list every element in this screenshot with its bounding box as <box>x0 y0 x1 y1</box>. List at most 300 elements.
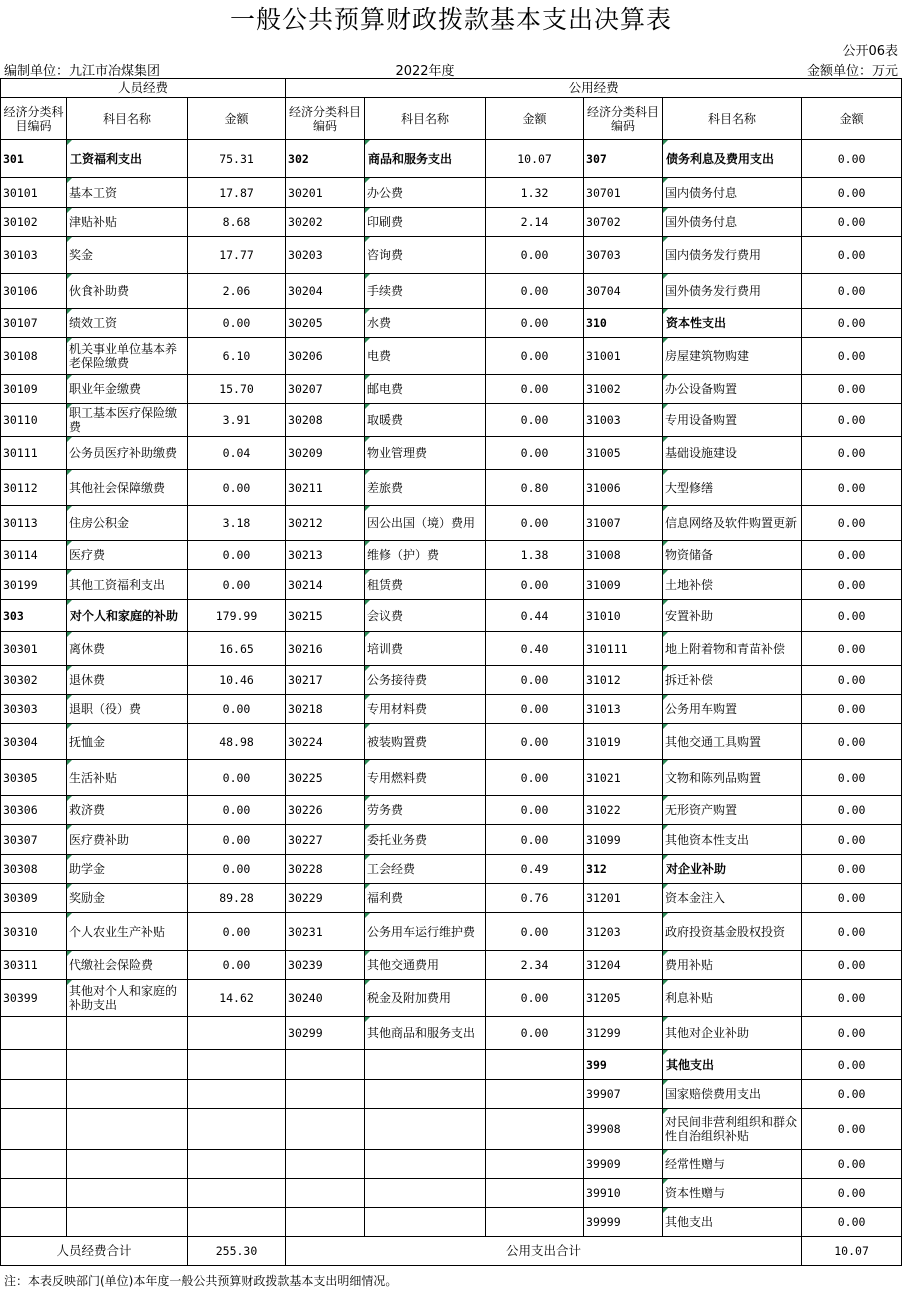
code-cell: 31299 <box>584 1017 663 1050</box>
header-amount: 金额 <box>802 98 902 140</box>
code-cell: 31007 <box>584 506 663 541</box>
name-cell: 工资福利支出 <box>67 140 188 178</box>
code-cell: 30228 <box>286 855 365 884</box>
name-cell: 其他支出 <box>663 1050 802 1080</box>
table-row <box>1 1017 902 1050</box>
code-cell: 30213 <box>286 541 365 570</box>
name-cell: 其他商品和服务支出 <box>365 1017 486 1050</box>
table-row <box>1 140 902 178</box>
public-total-value: 10.07 <box>802 1237 902 1266</box>
name-cell: 福利费 <box>365 884 486 913</box>
code-cell: 30399 <box>1 980 67 1017</box>
code-cell: 31002 <box>584 375 663 404</box>
table-row <box>1 375 902 404</box>
table-row <box>1 178 902 208</box>
amount-cell: 0.00 <box>486 506 584 541</box>
name-cell <box>365 1080 486 1109</box>
code-cell <box>286 1150 365 1179</box>
code-cell <box>286 1208 365 1237</box>
name-cell: 经常性赠与 <box>663 1150 802 1179</box>
name-cell: 电费 <box>365 338 486 375</box>
code-cell: 30113 <box>1 506 67 541</box>
amount-cell: 0.00 <box>802 884 902 913</box>
table-row <box>1 980 902 1017</box>
code-cell: 31006 <box>584 470 663 506</box>
name-cell: 水费 <box>365 309 486 338</box>
table-row <box>1 1050 902 1080</box>
name-cell: 国外债务付息 <box>663 208 802 237</box>
name-cell: 咨询费 <box>365 237 486 274</box>
code-cell: 30109 <box>1 375 67 404</box>
amount-cell <box>188 1017 286 1050</box>
table-row <box>1 695 902 724</box>
name-cell: 物业管理费 <box>365 437 486 470</box>
amount-cell: 0.00 <box>486 274 584 309</box>
code-cell: 30110 <box>1 404 67 437</box>
amount-cell: 0.00 <box>188 309 286 338</box>
expenditure-table <box>0 78 902 1266</box>
amount-cell: 0.00 <box>486 980 584 1017</box>
name-cell <box>67 1109 188 1150</box>
amount-cell: 2.06 <box>188 274 286 309</box>
name-cell: 培训费 <box>365 632 486 666</box>
code-cell <box>286 1179 365 1208</box>
code-cell: 39909 <box>584 1150 663 1179</box>
code-cell: 30217 <box>286 666 365 695</box>
amount-cell: 1.32 <box>486 178 584 208</box>
page-title: 一般公共预算财政拨款基本支出决算表 <box>229 5 672 34</box>
amount-cell: 0.00 <box>802 1179 902 1208</box>
header-amount: 金额 <box>486 98 584 140</box>
table-row <box>1 541 902 570</box>
name-cell: 资本性赠与 <box>663 1179 802 1208</box>
code-cell: 312 <box>584 855 663 884</box>
amount-cell: 0.00 <box>486 338 584 375</box>
code-cell: 31022 <box>584 796 663 825</box>
code-cell: 30203 <box>286 237 365 274</box>
table-row <box>1 1150 902 1179</box>
name-cell: 其他社会保障缴费 <box>67 470 188 506</box>
header-code: 经济分类科目编码 <box>286 98 365 140</box>
name-cell: 劳务费 <box>365 796 486 825</box>
name-cell: 印刷费 <box>365 208 486 237</box>
amount-cell <box>188 1080 286 1109</box>
code-cell: 31204 <box>584 951 663 980</box>
name-cell: 其他工资福利支出 <box>67 570 188 600</box>
code-cell: 30205 <box>286 309 365 338</box>
amount-cell: 0.00 <box>188 541 286 570</box>
code-cell: 301 <box>1 140 67 178</box>
amount-cell: 8.68 <box>188 208 286 237</box>
table-row <box>1 600 902 632</box>
code-cell: 30704 <box>584 274 663 309</box>
table-row <box>1 951 902 980</box>
amount-cell: 0.00 <box>802 404 902 437</box>
name-cell: 住房公积金 <box>67 506 188 541</box>
code-cell: 30701 <box>584 178 663 208</box>
code-cell: 30111 <box>1 437 67 470</box>
name-cell: 公务接待费 <box>365 666 486 695</box>
amount-cell: 0.00 <box>802 541 902 570</box>
amount-cell <box>486 1109 584 1150</box>
amount-cell: 0.00 <box>188 951 286 980</box>
name-cell: 对个人和家庭的补助 <box>67 600 188 632</box>
name-cell: 对民间非营利组织和群众性自治组织补贴 <box>663 1109 802 1150</box>
code-cell <box>286 1109 365 1150</box>
code-cell <box>1 1050 67 1080</box>
amount-cell: 0.00 <box>486 666 584 695</box>
amount-cell: 0.00 <box>802 309 902 338</box>
amount-cell <box>486 1150 584 1179</box>
code-cell: 39999 <box>584 1208 663 1237</box>
amount-cell: 0.44 <box>486 600 584 632</box>
amount-cell: 6.10 <box>188 338 286 375</box>
name-cell: 债务利息及费用支出 <box>663 140 802 178</box>
table-row <box>1 666 902 695</box>
name-cell: 大型修缮 <box>663 470 802 506</box>
amount-cell: 0.00 <box>802 338 902 375</box>
code-cell <box>1 1150 67 1179</box>
code-cell: 30226 <box>286 796 365 825</box>
name-cell: 机关事业单位基本养老保险缴费 <box>67 338 188 375</box>
code-cell: 30308 <box>1 855 67 884</box>
name-cell: 差旅费 <box>365 470 486 506</box>
code-cell: 30206 <box>286 338 365 375</box>
amount-unit: 金额单位：万元 <box>806 64 898 79</box>
amount-cell: 0.00 <box>802 437 902 470</box>
amount-cell: 0.00 <box>802 951 902 980</box>
code-cell: 30215 <box>286 600 365 632</box>
amount-cell: 0.00 <box>802 1109 902 1150</box>
name-cell: 税金及附加费用 <box>365 980 486 1017</box>
name-cell: 专用燃料费 <box>365 760 486 796</box>
amount-cell: 0.00 <box>802 140 902 178</box>
name-cell: 工会经费 <box>365 855 486 884</box>
code-cell <box>1 1179 67 1208</box>
amount-cell: 0.00 <box>486 825 584 855</box>
code-cell <box>1 1080 67 1109</box>
code-cell: 30307 <box>1 825 67 855</box>
code-cell: 31003 <box>584 404 663 437</box>
amount-cell: 0.00 <box>802 1050 902 1080</box>
code-cell: 31013 <box>584 695 663 724</box>
name-cell: 专用设备购置 <box>663 404 802 437</box>
code-cell: 30212 <box>286 506 365 541</box>
name-cell: 手续费 <box>365 274 486 309</box>
name-cell: 其他支出 <box>663 1208 802 1237</box>
table-row <box>1 570 902 600</box>
table-number-row <box>0 38 902 58</box>
totals-row <box>1 1237 902 1266</box>
name-cell: 其他资本性支出 <box>663 825 802 855</box>
name-cell: 退休费 <box>67 666 188 695</box>
name-cell <box>67 1017 188 1050</box>
amount-cell: 0.00 <box>802 274 902 309</box>
table-row <box>1 506 902 541</box>
amount-cell: 0.00 <box>486 309 584 338</box>
unit-row <box>0 58 902 78</box>
code-cell: 30299 <box>286 1017 365 1050</box>
code-cell: 30107 <box>1 309 67 338</box>
name-cell <box>67 1208 188 1237</box>
amount-cell: 0.00 <box>802 1150 902 1179</box>
amount-cell: 0.00 <box>486 375 584 404</box>
amount-cell: 0.00 <box>802 695 902 724</box>
personnel-total-value: 255.30 <box>188 1237 286 1266</box>
table-row <box>1 309 902 338</box>
amount-cell <box>188 1050 286 1080</box>
name-cell: 其他交通费用 <box>365 951 486 980</box>
amount-cell: 0.00 <box>802 666 902 695</box>
header-amount: 金额 <box>188 98 286 140</box>
amount-cell: 0.80 <box>486 470 584 506</box>
amount-cell: 89.28 <box>188 884 286 913</box>
code-cell: 31203 <box>584 913 663 951</box>
name-cell <box>365 1109 486 1150</box>
name-cell: 伙食补助费 <box>67 274 188 309</box>
name-cell: 办公费 <box>365 178 486 208</box>
amount-cell: 0.00 <box>802 470 902 506</box>
name-cell: 租赁费 <box>365 570 486 600</box>
code-cell: 31205 <box>584 980 663 1017</box>
code-cell: 30225 <box>286 760 365 796</box>
name-cell <box>67 1050 188 1080</box>
code-cell: 31021 <box>584 760 663 796</box>
code-cell: 303 <box>1 600 67 632</box>
name-cell: 邮电费 <box>365 375 486 404</box>
name-cell <box>67 1150 188 1179</box>
amount-cell: 0.00 <box>486 437 584 470</box>
code-cell: 30227 <box>286 825 365 855</box>
name-cell: 政府投资基金股权投资 <box>663 913 802 951</box>
name-cell: 办公设备购置 <box>663 375 802 404</box>
amount-cell: 0.49 <box>486 855 584 884</box>
name-cell: 基本工资 <box>67 178 188 208</box>
amount-cell: 0.00 <box>802 855 902 884</box>
name-cell: 公务用车购置 <box>663 695 802 724</box>
amount-cell <box>486 1080 584 1109</box>
table-row <box>1 913 902 951</box>
name-cell <box>365 1150 486 1179</box>
header-code: 经济分类科目编码 <box>584 98 663 140</box>
amount-cell: 0.00 <box>802 208 902 237</box>
name-cell: 医疗费 <box>67 541 188 570</box>
code-cell: 30703 <box>584 237 663 274</box>
code-cell <box>286 1080 365 1109</box>
name-cell: 救济费 <box>67 796 188 825</box>
amount-cell: 17.87 <box>188 178 286 208</box>
code-cell: 30211 <box>286 470 365 506</box>
name-cell: 维修（护）费 <box>365 541 486 570</box>
name-cell: 津贴补贴 <box>67 208 188 237</box>
name-cell: 资本性支出 <box>663 309 802 338</box>
table-body <box>1 79 902 1266</box>
code-cell: 30202 <box>286 208 365 237</box>
table-row <box>1 437 902 470</box>
code-cell: 30103 <box>1 237 67 274</box>
name-cell: 文物和陈列品购置 <box>663 760 802 796</box>
code-cell: 30204 <box>286 274 365 309</box>
name-cell: 生活补贴 <box>67 760 188 796</box>
code-cell: 30310 <box>1 913 67 951</box>
name-cell: 国外债务发行费用 <box>663 274 802 309</box>
name-cell: 基础设施建设 <box>663 437 802 470</box>
code-cell: 30239 <box>286 951 365 980</box>
table-number: 公开06表 <box>842 44 898 59</box>
name-cell: 国内债务付息 <box>663 178 802 208</box>
name-cell: 信息网络及软件购置更新 <box>663 506 802 541</box>
amount-cell: 0.00 <box>486 1017 584 1050</box>
amount-cell: 0.00 <box>802 980 902 1017</box>
amount-cell: 0.00 <box>486 570 584 600</box>
amount-cell <box>486 1208 584 1237</box>
personnel-total-label: 人员经费合计 <box>1 1237 188 1266</box>
name-cell: 退职（役）费 <box>67 695 188 724</box>
table-row <box>1 825 902 855</box>
name-cell: 无形资产购置 <box>663 796 802 825</box>
code-cell: 30309 <box>1 884 67 913</box>
table-row <box>1 274 902 309</box>
amount-cell: 0.00 <box>802 724 902 760</box>
table-row <box>1 237 902 274</box>
code-cell: 30112 <box>1 470 67 506</box>
code-cell: 31201 <box>584 884 663 913</box>
name-cell: 其他交通工具购置 <box>663 724 802 760</box>
name-cell: 其他对个人和家庭的补助支出 <box>67 980 188 1017</box>
code-cell: 30207 <box>286 375 365 404</box>
header-code: 经济分类科目编码 <box>1 98 67 140</box>
amount-cell: 3.18 <box>188 506 286 541</box>
amount-cell: 0.00 <box>486 760 584 796</box>
amount-cell: 0.00 <box>188 855 286 884</box>
amount-cell: 0.00 <box>802 237 902 274</box>
amount-cell: 0.00 <box>802 913 902 951</box>
name-cell <box>67 1179 188 1208</box>
name-cell: 费用补贴 <box>663 951 802 980</box>
code-cell: 31008 <box>584 541 663 570</box>
name-cell: 商品和服务支出 <box>365 140 486 178</box>
name-cell: 利息补贴 <box>663 980 802 1017</box>
name-cell: 会议费 <box>365 600 486 632</box>
code-cell: 31005 <box>584 437 663 470</box>
name-cell: 因公出国（境）费用 <box>365 506 486 541</box>
name-cell: 国家赔偿费用支出 <box>663 1080 802 1109</box>
name-cell: 绩效工资 <box>67 309 188 338</box>
code-cell: 31019 <box>584 724 663 760</box>
amount-cell: 0.00 <box>188 695 286 724</box>
code-cell: 39907 <box>584 1080 663 1109</box>
table-row <box>1 884 902 913</box>
table-row <box>1 796 902 825</box>
group-header-row <box>1 79 902 98</box>
code-cell: 39910 <box>584 1179 663 1208</box>
amount-cell <box>188 1109 286 1150</box>
amount-cell: 0.00 <box>486 404 584 437</box>
amount-cell <box>188 1150 286 1179</box>
amount-cell: 0.00 <box>486 913 584 951</box>
name-cell: 拆迁补偿 <box>663 666 802 695</box>
header-name: 科目名称 <box>663 98 802 140</box>
public-total-label: 公用支出合计 <box>286 1237 802 1266</box>
amount-cell: 0.04 <box>188 437 286 470</box>
amount-cell: 0.00 <box>802 600 902 632</box>
amount-cell: 0.00 <box>188 570 286 600</box>
amount-cell: 0.00 <box>802 1208 902 1237</box>
code-cell: 399 <box>584 1050 663 1080</box>
code-cell: 30702 <box>584 208 663 237</box>
name-cell: 助学金 <box>67 855 188 884</box>
name-cell: 土地补偿 <box>663 570 802 600</box>
amount-cell: 1.38 <box>486 541 584 570</box>
amount-cell: 0.00 <box>188 796 286 825</box>
amount-cell: 0.00 <box>486 796 584 825</box>
amount-cell: 10.07 <box>486 140 584 178</box>
name-cell: 专用材料费 <box>365 695 486 724</box>
amount-cell: 3.91 <box>188 404 286 437</box>
amount-cell: 0.00 <box>188 470 286 506</box>
name-cell: 公务用车运行维护费 <box>365 913 486 951</box>
group-public: 公用经费 <box>286 79 902 98</box>
code-cell <box>1 1109 67 1150</box>
name-cell: 代缴社会保险费 <box>67 951 188 980</box>
name-cell: 被装购置费 <box>365 724 486 760</box>
code-cell: 30209 <box>286 437 365 470</box>
table-row <box>1 1109 902 1150</box>
code-cell: 30114 <box>1 541 67 570</box>
code-cell: 31009 <box>584 570 663 600</box>
table-row <box>1 724 902 760</box>
code-cell: 31099 <box>584 825 663 855</box>
code-cell <box>286 1050 365 1080</box>
code-cell: 31010 <box>584 600 663 632</box>
amount-cell: 0.00 <box>486 695 584 724</box>
header-name: 科目名称 <box>67 98 188 140</box>
table-row <box>1 404 902 437</box>
compiling-unit: 编制单位：九江市冶煤集团 <box>4 64 161 79</box>
amount-cell: 0.00 <box>802 178 902 208</box>
code-cell: 30199 <box>1 570 67 600</box>
code-cell: 30201 <box>286 178 365 208</box>
code-cell: 30224 <box>286 724 365 760</box>
code-cell: 310111 <box>584 632 663 666</box>
amount-cell: 2.34 <box>486 951 584 980</box>
code-cell <box>1 1208 67 1237</box>
amount-cell: 0.00 <box>802 632 902 666</box>
amount-cell: 75.31 <box>188 140 286 178</box>
code-cell: 30305 <box>1 760 67 796</box>
table-row <box>1 208 902 237</box>
code-cell: 30214 <box>286 570 365 600</box>
amount-cell: 0.00 <box>802 375 902 404</box>
name-cell: 职工基本医疗保险缴费 <box>67 404 188 437</box>
code-cell: 302 <box>286 140 365 178</box>
amount-cell: 17.77 <box>188 237 286 274</box>
name-cell: 资本金注入 <box>663 884 802 913</box>
name-cell: 物资储备 <box>663 541 802 570</box>
amount-cell: 0.00 <box>802 1080 902 1109</box>
amount-cell: 16.65 <box>188 632 286 666</box>
code-cell: 30306 <box>1 796 67 825</box>
amount-cell: 0.00 <box>188 825 286 855</box>
amount-cell <box>486 1179 584 1208</box>
amount-cell: 0.00 <box>188 913 286 951</box>
code-cell: 39908 <box>584 1109 663 1150</box>
name-cell <box>365 1179 486 1208</box>
name-cell <box>67 1080 188 1109</box>
name-cell: 其他对企业补助 <box>663 1017 802 1050</box>
amount-cell: 0.00 <box>188 760 286 796</box>
name-cell: 地上附着物和青苗补偿 <box>663 632 802 666</box>
